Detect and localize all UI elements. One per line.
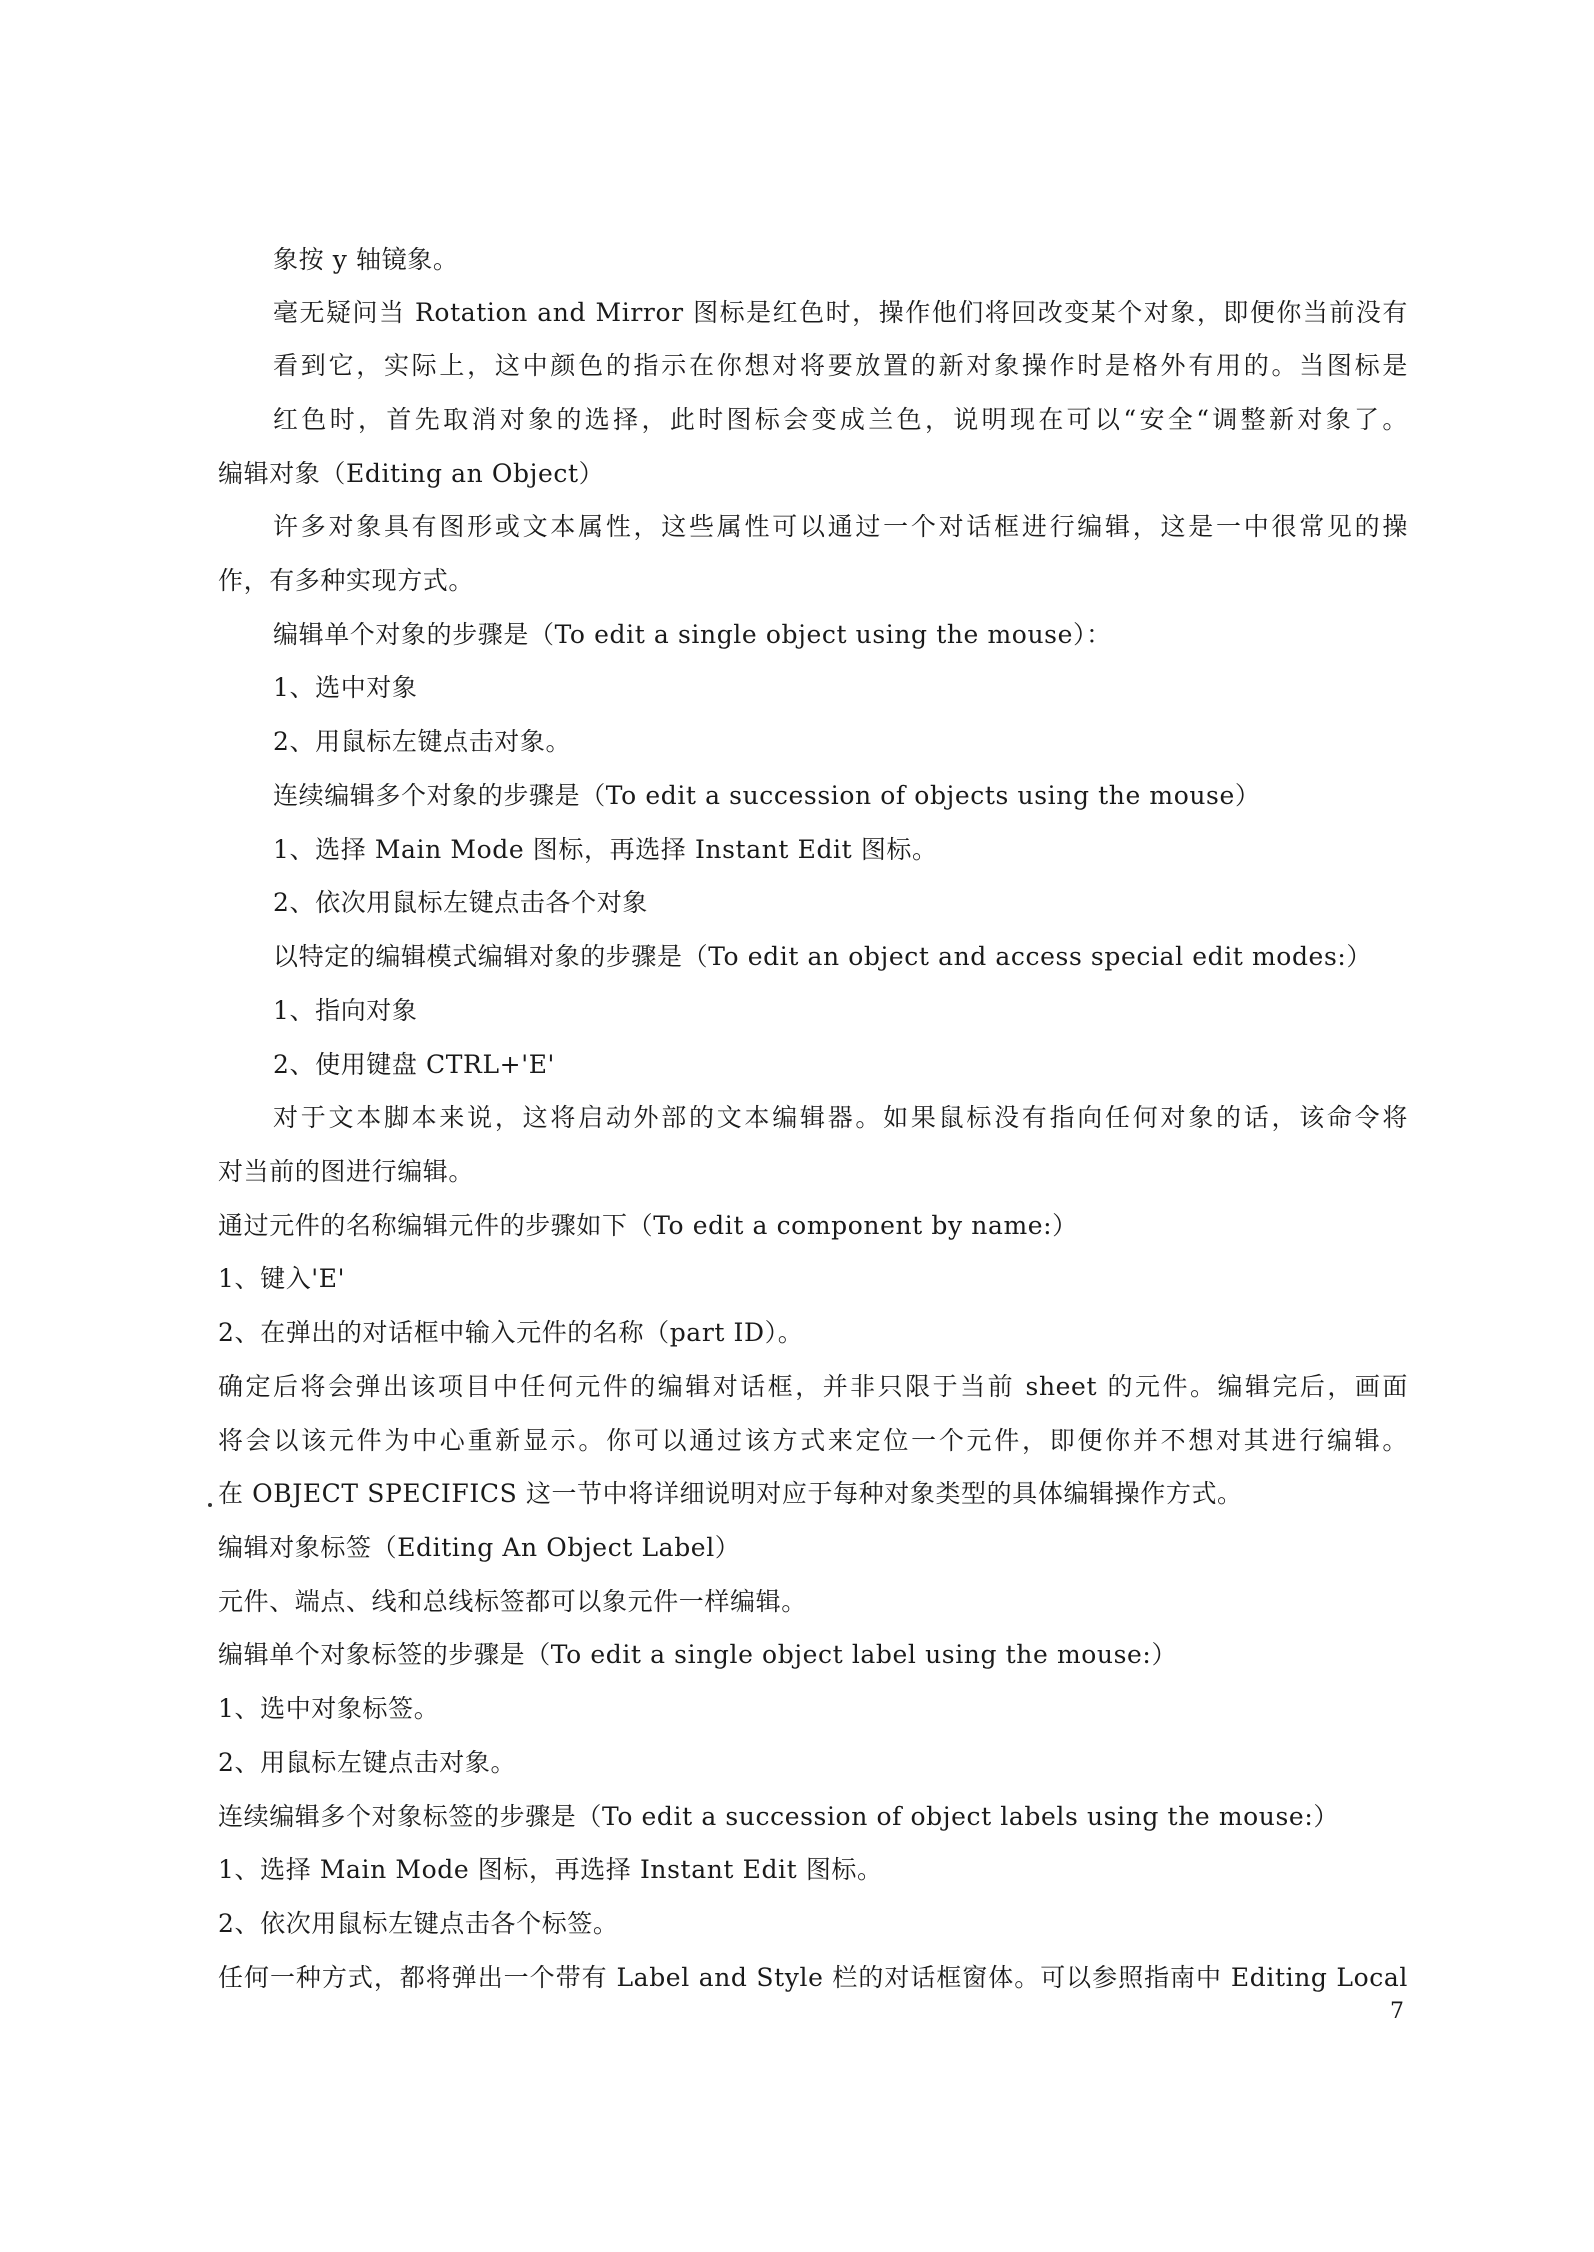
- text-line: 许多对象具有图形或文本属性，这些属性可以通过一个对话框进行编辑，这是一中很常见的操: [273, 512, 1408, 541]
- list-item: 1、指向对象: [273, 996, 418, 1025]
- text-line: 对当前的图进行编辑。: [218, 1157, 475, 1186]
- text-line: 红色时，首先取消对象的选择，此时图标会变成兰色，说明现在可以“安全“调整新对象了。: [273, 405, 1408, 434]
- list-item: 2、使用键盘 CTRL+'E': [273, 1050, 556, 1079]
- text-line: 对于文本脚本来说，这将启动外部的文本编辑器。如果鼠标没有指向任何对象的话，该命令将: [273, 1103, 1408, 1132]
- text-line: 连续编辑多个对象标签的步骤是（To edit a succession of object labels using the mouse:）: [218, 1802, 1339, 1831]
- text-line: 连续编辑多个对象的步骤是（To edit a succession of objects using the mouse）: [273, 781, 1261, 810]
- list-item: 2、依次用鼠标左键点击各个标签。: [218, 1909, 619, 1938]
- text-line: 编辑单个对象的步骤是（To edit a single object using the mouse）：: [273, 620, 1112, 649]
- print-speck: [208, 1503, 212, 1507]
- list-item: 1、选中对象标签。: [218, 1694, 440, 1723]
- text-line: 通过元件的名称编辑元件的步骤如下（To edit a component by name:）: [218, 1211, 1078, 1240]
- list-item: 1、键入'E': [218, 1264, 346, 1293]
- list-item: 1、选择 Main Mode 图标，再选择 Instant Edit 图标。: [273, 835, 938, 864]
- list-item: 2、在弹出的对话框中输入元件的名称（part ID）。: [218, 1318, 804, 1347]
- list-item: 1、选择 Main Mode 图标，再选择 Instant Edit 图标。: [218, 1855, 883, 1884]
- text-line: 任何一种方式，都将弹出一个带有 Label and Style 栏的对话框窗体。可以参照指南中 Editing Local: [218, 1963, 1408, 1992]
- text-line: 确定后将会弹出该项目中任何元件的编辑对话框，并非只限于当前 sheet 的元件。编辑完后，画面: [218, 1372, 1408, 1401]
- section-heading: 编辑对象（Editing an Object）: [218, 459, 605, 488]
- section-heading: 编辑对象标签（Editing An Object Label）: [218, 1533, 741, 1562]
- text-line: 编辑单个对象标签的步骤是（To edit a single object label using the mouse:）: [218, 1640, 1178, 1669]
- list-item: 2、依次用鼠标左键点击各个对象: [273, 888, 648, 917]
- text-line: 毫无疑问当 Rotation and Mirror 图标是红色时，操作他们将回改变某个对象，即便你当前没有: [273, 298, 1408, 327]
- page-number: 7: [1390, 1999, 1404, 2024]
- text-line: 以特定的编辑模式编辑对象的步骤是（To edit an object and access special edit modes:）: [273, 942, 1373, 971]
- text-line: 将会以该元件为中心重新显示。你可以通过该方式来定位一个元件，即便你并不想对其进行编辑。: [218, 1426, 1408, 1455]
- text-line: 元件、端点、线和总线标签都可以象元件一样编辑。: [218, 1587, 807, 1616]
- list-item: 1、选中对象: [273, 673, 418, 702]
- text-line: 作，有多种实现方式。: [218, 566, 475, 595]
- text-line: 看到它，实际上，这中颜色的指示在你想对将要放置的新对象操作时是格外有用的。当图标是: [273, 351, 1408, 380]
- text-line: 象按 y 轴镜象。: [273, 245, 459, 274]
- list-item: 2、用鼠标左键点击对象。: [218, 1748, 517, 1777]
- list-item: 2、用鼠标左键点击对象。: [273, 727, 572, 756]
- text-line: 在 OBJECT SPECIFICS 这一节中将详细说明对应于每种对象类型的具体编辑操作方式。: [218, 1479, 1243, 1508]
